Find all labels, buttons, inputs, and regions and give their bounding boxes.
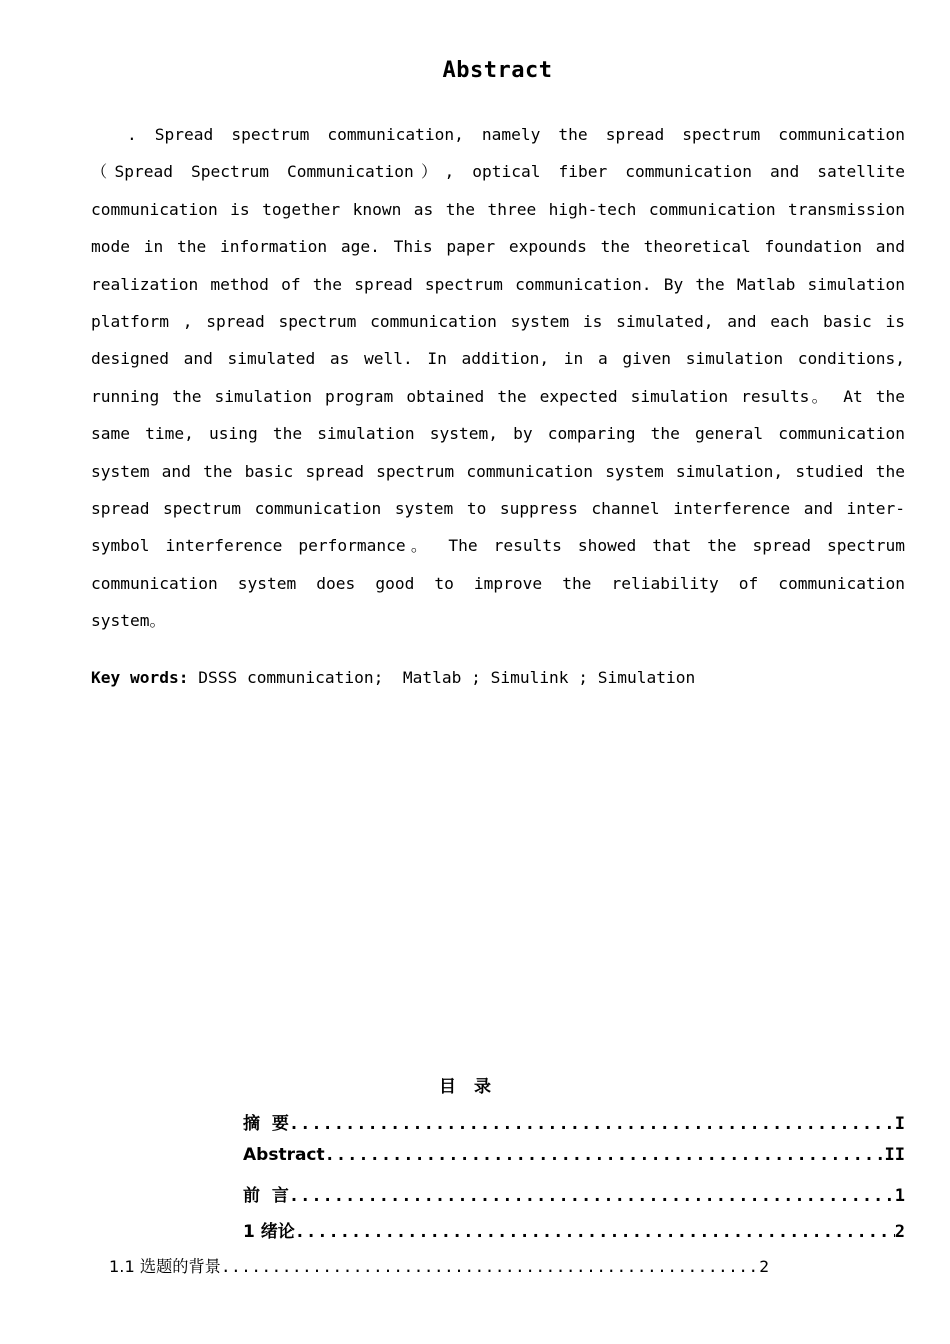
toc-leader-dots xyxy=(221,1257,759,1276)
toc-entry-page: 1 xyxy=(894,1186,905,1206)
keywords-text: DSSS communication; Matlab ; Simulink ; Simulation xyxy=(188,668,696,687)
abstract-title: Abstract xyxy=(442,58,553,83)
toc-entry-preface[interactable] xyxy=(243,1181,905,1211)
toc-entry-page: 2 xyxy=(759,1257,769,1276)
toc-entry-label: 摘 要 xyxy=(243,1114,289,1134)
toc-entry-abstract[interactable] xyxy=(243,1145,905,1175)
keywords-label: Key words: xyxy=(91,668,189,687)
toc-entry-label: 1 绪论 xyxy=(243,1222,295,1242)
toc-leader-dots xyxy=(289,1114,895,1134)
toc-leader-dots xyxy=(325,1145,885,1165)
toc-entry-chapter-1[interactable] xyxy=(243,1217,905,1247)
toc-leader-dots xyxy=(289,1186,895,1206)
toc-entry-label: 1.1 选题的背景 xyxy=(109,1257,221,1276)
toc-entry-abstract-cn[interactable] xyxy=(243,1109,905,1139)
toc-entry-page: II xyxy=(884,1145,905,1165)
toc-entry-section-1-1[interactable] xyxy=(109,1253,769,1283)
keywords-line xyxy=(91,660,905,696)
toc-leader-dots xyxy=(295,1222,895,1242)
toc-entry-page: 2 xyxy=(894,1222,905,1242)
toc-entry-page: I xyxy=(894,1114,905,1134)
toc-entry-label: Abstract xyxy=(243,1145,325,1165)
toc-title: 目 录 xyxy=(439,1077,491,1097)
abstract-body: . Spread spectrum communication, namely the spread spectrum communication（Spread Spectrum Communication）, optical fiber communication and satellite communication is together known as the three high-tech communication transmission mode in the information age. This paper expounds the theoretical foundation and realization method of the spread spectrum communication. By the Matlab simulation platform , spread spectrum communication system is simulated, and each basic is designed and simulated as well. In addition, in a given simulation conditions, running the simulation program obtained the expected simulation results。 At the same time, using the simulation system, by comparing the general communication system and the basic spread spectrum communication system simulation, studied the spread spectrum communication system to suppress channel interference and inter-symbol interference performance。 The results showed that the spread spectrum communication system does good to improve the reliability of communication system。 xyxy=(91,125,905,631)
toc-entry-label: 前 言 xyxy=(243,1186,289,1206)
